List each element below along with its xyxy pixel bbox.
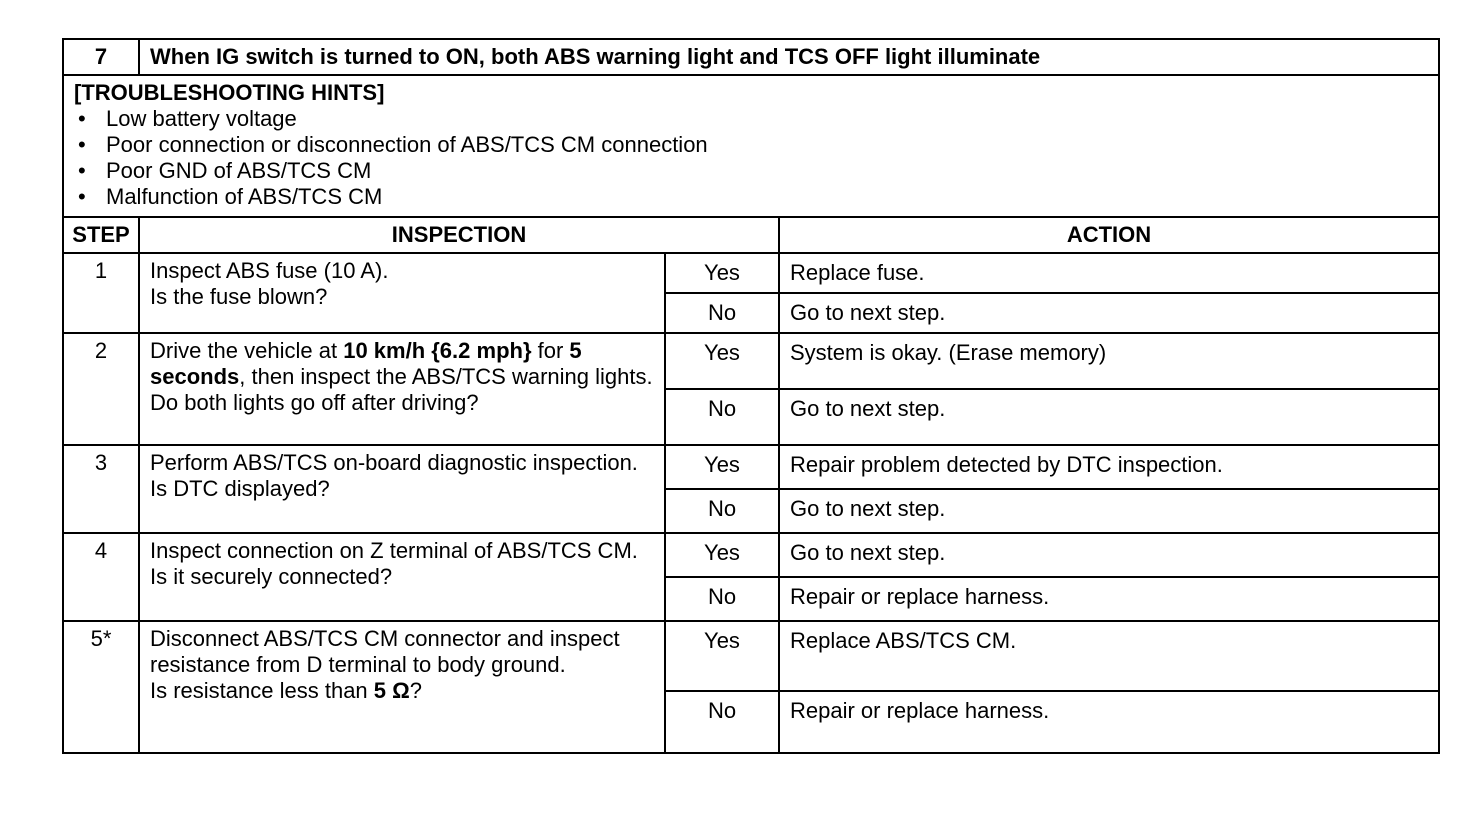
no-label: No: [665, 293, 779, 333]
hints-list: [74, 106, 1428, 210]
yes-label: Yes: [665, 333, 779, 389]
bullet-icon: •: [78, 106, 86, 131]
hint-text: Malfunction of ABS/TCS CM: [106, 184, 383, 209]
step-number: 3: [63, 445, 139, 533]
bullet-icon: •: [78, 158, 86, 183]
step-number: 1: [63, 253, 139, 333]
table-row: [63, 253, 1439, 293]
no-label: No: [665, 489, 779, 533]
hint-text: Poor connection or disconnection of ABS/TCS CM connection: [106, 132, 708, 157]
column-header-step: STEP: [63, 217, 139, 253]
inspection-text-part: for: [531, 338, 570, 363]
yes-label: Yes: [665, 621, 779, 691]
inspection-text-part: Is resistance less than: [150, 678, 374, 703]
yes-action: System is okay. (Erase memory): [779, 333, 1439, 389]
yes-action: Replace fuse.: [779, 253, 1439, 293]
inspection-text: Perform ABS/TCS on-board diagnostic inspection.: [150, 450, 638, 475]
table-row: [63, 333, 1439, 389]
troubleshooting-table-container: [62, 38, 1438, 754]
no-action: Repair or replace harness.: [779, 577, 1439, 621]
table-header-row: [63, 39, 1439, 75]
inspection-cell: [139, 445, 665, 533]
inspection-question: Is it securely connected?: [150, 564, 393, 589]
column-header-action: ACTION: [779, 217, 1439, 253]
table-row: [63, 621, 1439, 691]
hint-item: [74, 132, 1428, 158]
inspection-question: Do both lights go off after driving?: [150, 390, 479, 415]
table-row: [63, 445, 1439, 489]
step-number: 5*: [63, 621, 139, 753]
yes-action: Go to next step.: [779, 533, 1439, 577]
inspection-cell: [139, 253, 665, 333]
hints-row: [63, 75, 1439, 217]
inspection-speed-value: 10 km/h {6.2 mph}: [343, 338, 532, 363]
inspection-duration-value: 5 seconds: [150, 338, 582, 389]
hint-text: Poor GND of ABS/TCS CM: [106, 158, 372, 183]
inspection-text-part: Drive the vehicle at: [150, 338, 344, 363]
procedure-title: When IG switch is turned to ON, both ABS warning light and TCS OFF light illuminate: [139, 39, 1439, 75]
hint-item: [74, 106, 1428, 132]
hints-title: [TROUBLESHOOTING HINTS]: [74, 80, 385, 105]
no-label: No: [665, 389, 779, 445]
yes-label: Yes: [665, 253, 779, 293]
inspection-question: Is the fuse blown?: [150, 284, 328, 309]
step-number: 4: [63, 533, 139, 621]
step-number: 2: [63, 333, 139, 445]
hint-item: [74, 184, 1428, 210]
column-header-inspection: INSPECTION: [139, 217, 779, 253]
yes-action: Repair problem detected by DTC inspection.: [779, 445, 1439, 489]
no-label: No: [665, 577, 779, 621]
no-action: Repair or replace harness.: [779, 691, 1439, 753]
bullet-icon: •: [78, 132, 86, 157]
inspection-cell: [139, 621, 665, 753]
no-action: Go to next step.: [779, 489, 1439, 533]
no-action: Go to next step.: [779, 293, 1439, 333]
yes-action: Replace ABS/TCS CM.: [779, 621, 1439, 691]
bullet-icon: •: [78, 184, 86, 209]
troubleshooting-table: [62, 38, 1440, 754]
inspection-text-part: , then inspect the ABS/TCS warning lights.: [239, 364, 653, 389]
no-label: No: [665, 691, 779, 753]
column-header-row: [63, 217, 1439, 253]
inspection-text: [150, 338, 654, 390]
inspection-cell: [139, 533, 665, 621]
inspection-text: Inspect connection on Z terminal of ABS/TCS CM.: [150, 538, 638, 563]
inspection-text-part: ?: [409, 678, 423, 703]
no-action: Go to next step.: [779, 389, 1439, 445]
inspection-text: Disconnect ABS/TCS CM connector and inspect resistance from D terminal to body ground.: [150, 626, 620, 677]
inspection-text: Inspect ABS fuse (10 A).: [150, 258, 389, 283]
table-row: [63, 533, 1439, 577]
hint-item: [74, 158, 1428, 184]
troubleshooting-hints: [63, 75, 1439, 217]
yes-label: Yes: [665, 533, 779, 577]
inspection-question: Is DTC displayed?: [150, 476, 330, 501]
inspection-resistance-value: 5 Ω: [373, 678, 410, 703]
inspection-question: [150, 678, 654, 704]
yes-label: Yes: [665, 445, 779, 489]
hint-text: Low battery voltage: [106, 106, 297, 131]
inspection-cell: [139, 333, 665, 445]
procedure-number: 7: [63, 39, 139, 75]
